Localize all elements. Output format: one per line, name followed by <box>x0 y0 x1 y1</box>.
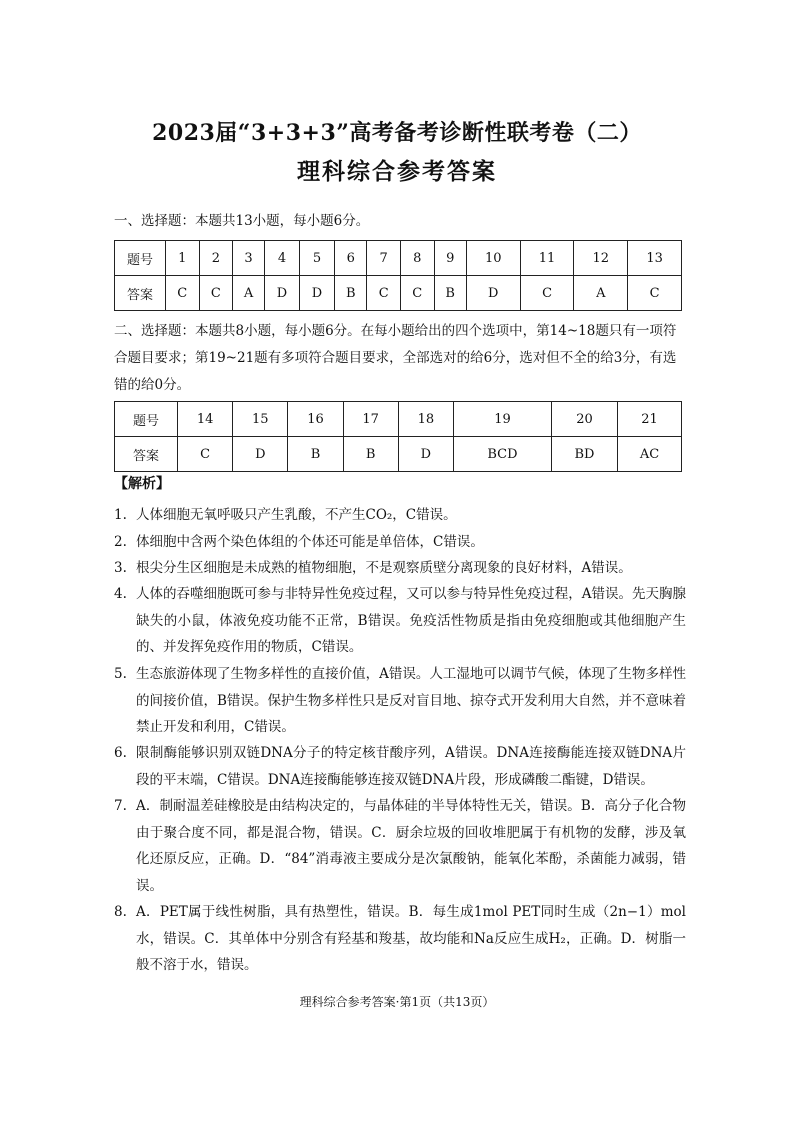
item-text: 生态旅游体现了生物多样性的直接价值，A错误。人工湿地可以调节气候，体现了生物多样性的间接价值，B错误。保护生物多样性只是反对盲目地、掠夺式开发利用大自然，并不意味着禁止开发和利用，C错误。 <box>136 666 686 735</box>
item-text: A．PET属于线性树脂，具有热塑性，错误。B．每生成1mol PET同时生成（2n−1）mol水，错误。C．其单体中分别含有羟基和羧基，故均能和Na反应生成H₂，正确。D．树脂一般不溶于水，错误。 <box>136 904 686 973</box>
answer-cell: B <box>335 276 367 311</box>
question-number-cell: 20 <box>551 402 617 437</box>
analysis-item-4 <box>114 581 686 661</box>
item-text: 人体的吞噬细胞既可参与非特异性免疫过程，又可以参与特异性免疫过程，A错误。先天胸腺缺失的小鼠，体液免疫功能不正常，B错误。免疫活性物质是指由免疫细胞或其他细胞产生的、并发挥免疫作用的物质，C错误。 <box>136 586 686 655</box>
row-label: 答案 <box>115 437 178 472</box>
answer-cell: C <box>178 437 233 472</box>
item-number: 3. <box>114 560 127 576</box>
item-text: 人体细胞无氧呼吸只产生乳酸，不产生CO₂，C错误。 <box>136 507 457 523</box>
question-number-cell: 18 <box>398 402 453 437</box>
answer-cell: A <box>233 276 265 311</box>
answer-cell: B <box>343 437 398 472</box>
question-number-cell: 16 <box>288 402 343 437</box>
question-number-cell: 19 <box>453 402 551 437</box>
answer-cell: D <box>398 437 453 472</box>
page-title: 2023届“3+3+3”高考备考诊断性联考卷（二） <box>152 120 642 146</box>
answer-cell: AC <box>617 437 681 472</box>
analysis-heading: 【解析】 <box>114 476 170 492</box>
page-subtitle: 理科综合参考答案 <box>297 158 497 185</box>
item-number: 2. <box>114 534 127 550</box>
question-number-cell: 13 <box>628 241 682 276</box>
section2-heading: 二、选择题：本题共8小题，每小题6分。在每小题给出的四个选项中，第14~18题只有一项符合题目要求；第19~21题有多项符合题目要求，全部选对的给6分，选对但不全的给3分，有选错的给0分。 <box>114 323 677 393</box>
analysis-item-6 <box>114 740 686 793</box>
question-number-cell: 4 <box>264 241 299 276</box>
item-number: 6. <box>114 745 127 761</box>
question-number-cell: 2 <box>199 241 233 276</box>
question-number-cell: 10 <box>466 241 520 276</box>
row-label: 题号 <box>115 241 166 276</box>
question-number-cell: 5 <box>300 241 335 276</box>
table-row-numbers <box>115 402 682 437</box>
question-number-cell: 6 <box>335 241 367 276</box>
answer-cell: C <box>520 276 574 311</box>
answer-cell: D <box>466 276 520 311</box>
answer-cell: BCD <box>453 437 551 472</box>
item-number: 4. <box>114 586 127 602</box>
item-number: 7. <box>114 798 127 814</box>
analysis-item-8 <box>114 899 686 979</box>
analysis-item-3 <box>114 555 686 582</box>
analysis-item-1 <box>114 502 686 529</box>
table-row-answers <box>115 276 682 311</box>
answer-cell: C <box>166 276 200 311</box>
question-number-cell: 17 <box>343 402 398 437</box>
item-number: 1. <box>114 507 127 523</box>
question-number-cell: 11 <box>520 241 574 276</box>
question-number-cell: 9 <box>434 241 466 276</box>
answer-cell: A <box>574 276 628 311</box>
question-number-cell: 8 <box>400 241 434 276</box>
item-number: 8. <box>114 904 127 920</box>
item-text: 根尖分生区细胞是未成熟的植物细胞，不是观察质壁分离现象的良好材料，A错误。 <box>136 560 632 576</box>
question-number-cell: 1 <box>166 241 200 276</box>
analysis-item-2 <box>114 529 686 556</box>
table-row-numbers <box>115 241 682 276</box>
section1-heading: 一、选择题：本题共13小题，每小题6分。 <box>114 213 370 229</box>
answer-cell: C <box>628 276 682 311</box>
answer-cell: C <box>400 276 434 311</box>
item-text: 体细胞中含两个染色体组的个体还可能是单倍体，C错误。 <box>136 534 484 550</box>
answer-cell: D <box>264 276 299 311</box>
table-row-answers <box>115 437 682 472</box>
question-number-cell: 15 <box>233 402 288 437</box>
question-number-cell: 21 <box>617 402 681 437</box>
analysis-item-5 <box>114 661 686 741</box>
question-number-cell: 14 <box>178 402 233 437</box>
question-number-cell: 3 <box>233 241 265 276</box>
section2-answer-table <box>114 401 682 472</box>
analysis-item-7 <box>114 793 686 899</box>
answer-cell: D <box>233 437 288 472</box>
question-number-cell: 12 <box>574 241 628 276</box>
item-text: A．制耐温差硅橡胶是由结构决定的，与晶体硅的半导体特性无关，错误。B．高分子化合物由于聚合度不同，都是混合物，错误。C．厨余垃圾的回收堆肥属于有机物的发酵，涉及氧化还原反应，正确。D．“84”消毒液主要成分是次氯酸钠，能氧化苯酚，杀菌能力减弱，错误。 <box>136 798 686 894</box>
answer-cell: BD <box>551 437 617 472</box>
row-label: 答案 <box>115 276 166 311</box>
question-number-cell: 7 <box>367 241 401 276</box>
answer-cell: B <box>434 276 466 311</box>
item-number: 5. <box>114 666 127 682</box>
page-footer: 理科综合参考答案·第1页（共13页） <box>299 995 495 1009</box>
answer-cell: D <box>300 276 335 311</box>
answer-cell: C <box>367 276 401 311</box>
item-text: 限制酶能够识别双链DNA分子的特定核苷酸序列，A错误。DNA连接酶能连接双链DNA片段的平末端，C错误。DNA连接酶能够连接双链DNA片段，形成磷酸二酯键，D错误。 <box>136 745 686 788</box>
answer-cell: B <box>288 437 343 472</box>
section1-answer-table <box>114 240 682 311</box>
row-label: 题号 <box>115 402 178 437</box>
answer-cell: C <box>199 276 233 311</box>
